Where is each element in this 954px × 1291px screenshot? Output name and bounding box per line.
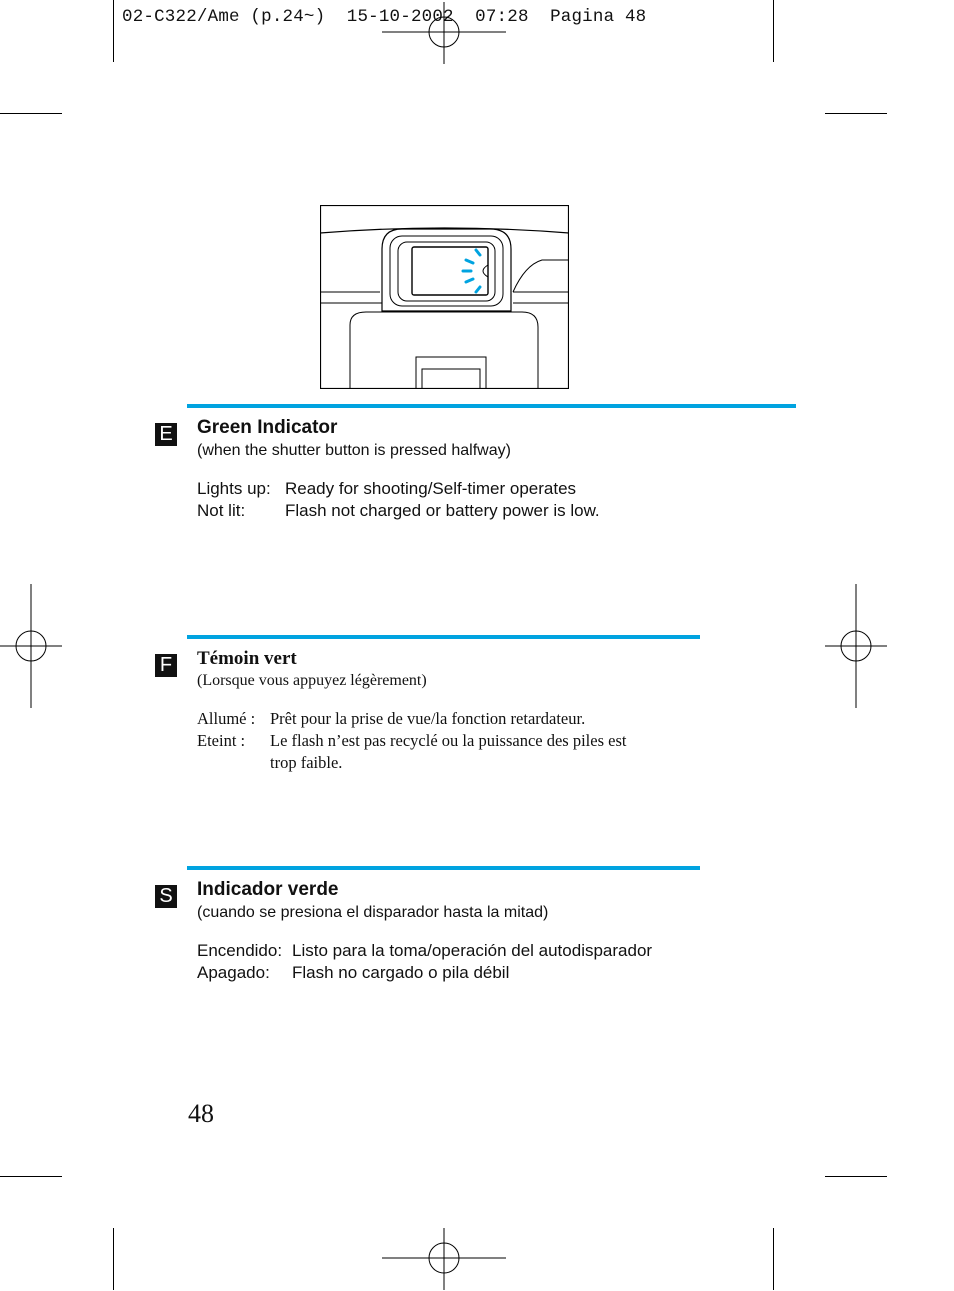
section-subtitle: (Lorsque vous appuyez légèrement) [197, 672, 427, 689]
item-description: Flash no cargado o pila débil [292, 963, 510, 982]
list-item [197, 730, 626, 752]
list-item-continuation [197, 752, 626, 774]
list-item [197, 500, 600, 522]
item-description: Ready for shooting/Self-timer operates [285, 479, 577, 498]
section-subtitle: (when the shutter button is pressed halfway) [197, 442, 511, 459]
item-description: Flash not charged or battery power is low. [285, 501, 600, 520]
item-description: trop faible. [270, 753, 343, 772]
item-description: Listo para la toma/operación del autodisparador [292, 941, 653, 960]
item-term: Eteint : [197, 731, 246, 750]
item-term: Allumé : [197, 709, 256, 728]
section-rule [187, 635, 700, 639]
crop-mark [773, 1228, 774, 1290]
list-item [197, 940, 652, 962]
section-subtitle: (cuando se presiona el disparador hasta la mitad) [197, 904, 549, 921]
list-item [197, 962, 652, 984]
language-badge-spanish: S [155, 885, 177, 908]
crop-mark [825, 113, 887, 114]
definition-list [197, 940, 652, 984]
item-term: Encendido: [197, 941, 283, 960]
item-term: Not lit: [197, 501, 246, 520]
page-number: 48 [188, 1099, 214, 1128]
list-item [197, 708, 626, 730]
section-title: Indicador verde [197, 879, 339, 900]
item-term: Lights up: [197, 479, 271, 498]
registration-mark-icon [382, 2, 506, 64]
print-slug-header: 02-C322/Ame (p.24~) 15-10-2002 07:28 Pagina 48 [122, 7, 647, 27]
item-description: Prêt pour la prise de vue/la fonction retardateur. [270, 709, 586, 728]
definition-list [197, 708, 626, 774]
registration-mark-icon [0, 584, 62, 708]
viewfinder-green-indicator-icon [320, 205, 569, 389]
language-badge-english: E [155, 423, 177, 446]
item-term: Apagado: [197, 963, 270, 982]
crop-mark [0, 1176, 62, 1177]
crop-mark [113, 1228, 114, 1290]
registration-mark-icon [382, 1228, 506, 1290]
item-description: Le flash n’est pas recyclé ou la puissance des piles est [270, 731, 627, 750]
section-title: Témoin vert [197, 648, 297, 669]
crop-mark [773, 0, 774, 62]
registration-mark-icon [825, 584, 887, 708]
crop-mark [825, 1176, 887, 1177]
crop-mark [0, 113, 62, 114]
section-rule [187, 404, 796, 408]
section-rule [187, 866, 700, 870]
section-title: Green Indicator [197, 417, 338, 438]
list-item [197, 478, 600, 500]
definition-list [197, 478, 600, 522]
crop-mark [113, 0, 114, 62]
language-badge-french: F [155, 654, 177, 677]
